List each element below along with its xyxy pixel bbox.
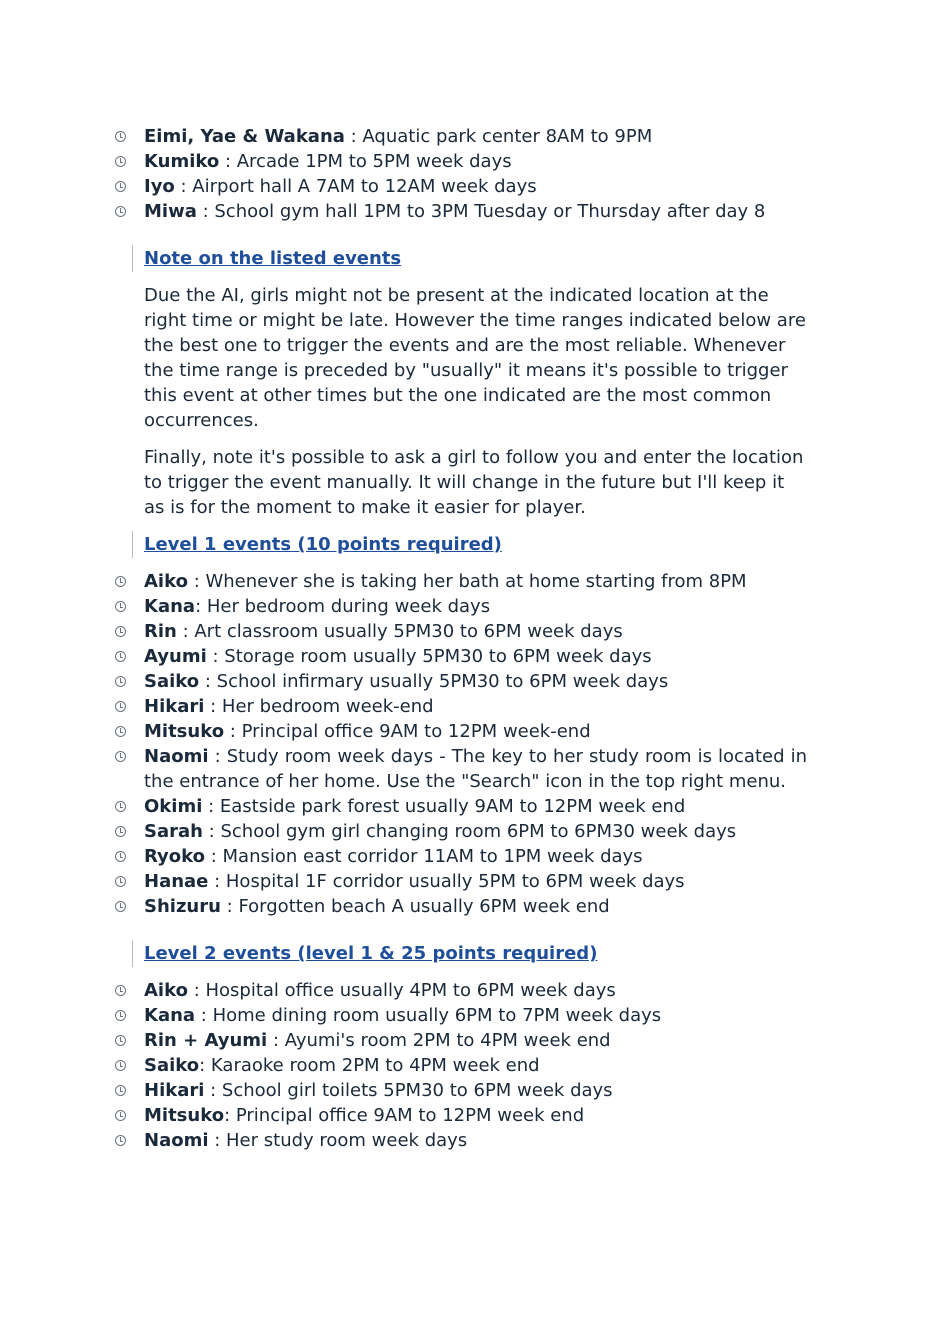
list-item: Kana: Her bedroom during week days — [113, 594, 807, 619]
list-item: Naomi : Study room week days - The key to her study room is located in the entrance of her home. Use the "Search" icon in the top right menu. — [113, 744, 807, 794]
note-paragraph-1: Due the AI, girls might not be present at the indicated location at the right time or might be late. However the time ranges indicated below are the best one to trigger the events and are the most reliable. Whenever the time range is preceded by "usually" it means it's possible to trigger this event at other times but the one indicated are the most common occurrences. — [144, 285, 806, 431]
clock-icon — [115, 1060, 126, 1071]
clock-icon — [115, 751, 126, 762]
level2-heading — [113, 941, 807, 966]
clock-icon — [115, 1035, 126, 1046]
list-item: Saiko : School infirmary usually 5PM30 to 6PM week days — [113, 669, 807, 694]
clock-icon — [115, 876, 126, 887]
document-content — [113, 124, 807, 1153]
clock-icon — [115, 206, 126, 217]
clock-icon — [115, 651, 126, 662]
note-heading-link[interactable]: Note on the listed events — [144, 248, 402, 269]
note-heading — [113, 246, 807, 271]
clock-icon — [115, 726, 126, 737]
clock-icon — [115, 576, 126, 587]
clock-icon — [115, 701, 126, 712]
list-item: Okimi : Eastside park forest usually 9AM to 12PM week end — [113, 794, 807, 819]
list-item: Aiko : Hospital office usually 4PM to 6PM week days — [113, 978, 807, 1003]
level1-heading — [113, 532, 807, 557]
clock-icon — [115, 131, 126, 142]
list-item: Shizuru : Forgotten beach A usually 6PM week end — [113, 894, 807, 919]
list-item: Naomi : Her study room week days — [113, 1128, 807, 1153]
list-item: Eimi, Yae & Wakana : Aquatic park center 8AM to 9PM — [113, 124, 807, 149]
clock-icon — [115, 1110, 126, 1121]
clock-icon — [115, 156, 126, 167]
top-event-list — [113, 124, 807, 224]
list-item: Mitsuko : Principal office 9AM to 12PM week-end — [113, 719, 807, 744]
list-item: Aiko : Whenever she is taking her bath at home starting from 8PM — [113, 569, 807, 594]
clock-icon — [115, 801, 126, 812]
clock-icon — [115, 901, 126, 912]
clock-icon — [115, 985, 126, 996]
list-item: Sarah : School gym girl changing room 6PM to 6PM30 week days — [113, 819, 807, 844]
clock-icon — [115, 676, 126, 687]
clock-icon — [115, 601, 126, 612]
heading-divider — [132, 245, 133, 272]
clock-icon — [115, 626, 126, 637]
list-item: Saiko: Karaoke room 2PM to 4PM week end — [113, 1053, 807, 1078]
list-item: Mitsuko: Principal office 9AM to 12PM week end — [113, 1103, 807, 1128]
level1-event-list — [113, 569, 807, 919]
list-item: Miwa : School gym hall 1PM to 3PM Tuesday or Thursday after day 8 — [113, 199, 807, 224]
list-item: Ryoko : Mansion east corridor 11AM to 1PM week days — [113, 844, 807, 869]
level2-heading-link[interactable]: Level 2 events (level 1 & 25 points required) — [144, 943, 598, 964]
list-item: Hikari : School girl toilets 5PM30 to 6PM week days — [113, 1078, 807, 1103]
clock-icon — [115, 181, 126, 192]
level1-heading-link[interactable]: Level 1 events (10 points required) — [144, 534, 502, 555]
list-item: Hanae : Hospital 1F corridor usually 5PM to 6PM week days — [113, 869, 807, 894]
clock-icon — [115, 1135, 126, 1146]
clock-icon — [115, 851, 126, 862]
list-item: Kana : Home dining room usually 6PM to 7PM week days — [113, 1003, 807, 1028]
heading-divider — [132, 940, 133, 967]
list-item: Iyo : Airport hall A 7AM to 12AM week days — [113, 174, 807, 199]
clock-icon — [115, 826, 126, 837]
list-item: Rin : Art classroom usually 5PM30 to 6PM week days — [113, 619, 807, 644]
list-item: Rin + Ayumi : Ayumi's room 2PM to 4PM week end — [113, 1028, 807, 1053]
list-item: Ayumi : Storage room usually 5PM30 to 6PM week days — [113, 644, 807, 669]
clock-icon — [115, 1010, 126, 1021]
list-item: Hikari : Her bedroom week-end — [113, 694, 807, 719]
heading-divider — [132, 531, 133, 558]
note-paragraph-2: Finally, note it's possible to ask a girl to follow you and enter the location to trigger the event manually. It will change in the future but I'll keep it as is for the moment to make it easier for player. — [144, 447, 804, 518]
level2-event-list — [113, 978, 807, 1153]
list-item: Kumiko : Arcade 1PM to 5PM week days — [113, 149, 807, 174]
clock-icon — [115, 1085, 126, 1096]
